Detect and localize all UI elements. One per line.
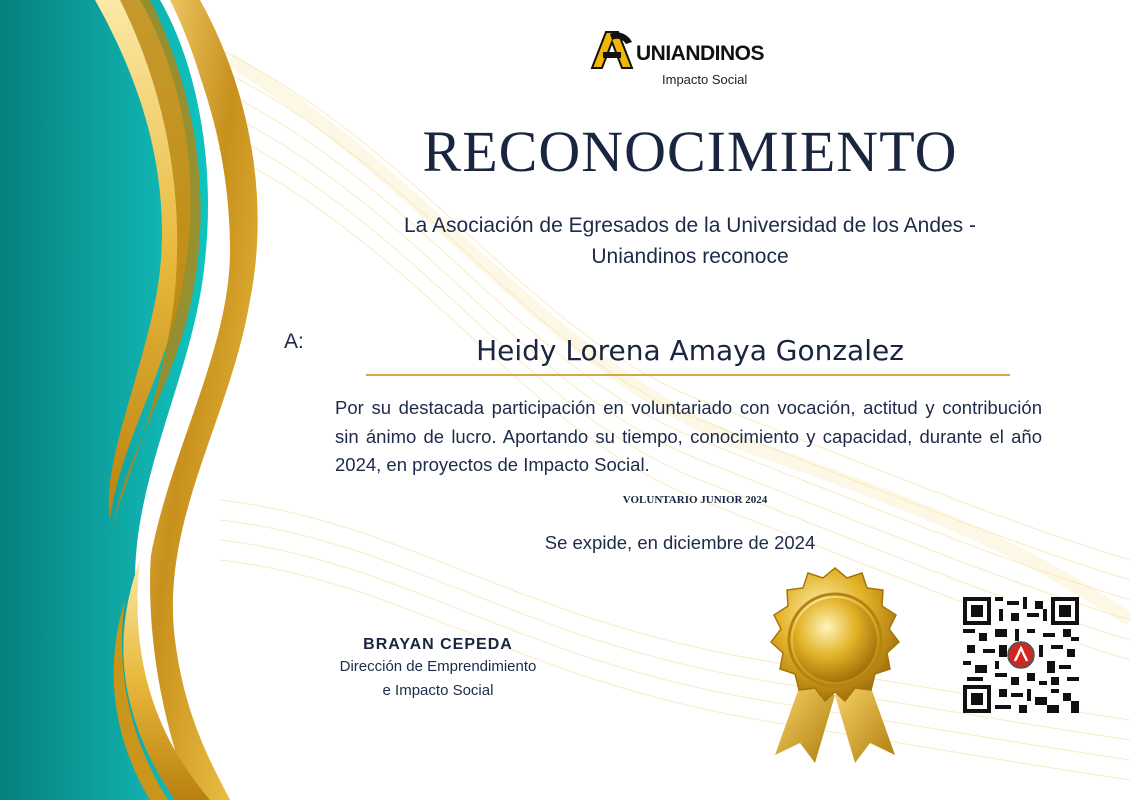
recipient-label: A:: [284, 330, 304, 353]
logo-tagline: Impacto Social: [662, 72, 748, 87]
certificate-body: Por su destacada participación en voluntariado con vocación, actitud y contribución sin ánimo de lucro. Aportando su tiempo, conocimiento y capacidad, durante el año 2024, en proyectos de Impacto Social.: [335, 397, 1042, 475]
program-label: VOLUNTARIO JUNIOR 2024: [622, 494, 768, 506]
uniandinos-emblem-icon: [588, 28, 636, 72]
certificate-subtitle: [360, 210, 1020, 272]
signer-role-line-2: e Impacto Social: [382, 682, 494, 699]
issue-date: Se expide, en diciembre de 2024: [544, 532, 816, 553]
uniandinos-logo: [588, 28, 765, 88]
recipient-underline: [366, 374, 1010, 376]
logo-brand-text: UNIANDINOS: [636, 42, 765, 65]
certificate-title: RECONOCIMIENTO: [422, 119, 958, 184]
signer-role-line-1: Dirección de Emprendimiento: [339, 658, 537, 675]
recipient-name: Heidy Lorena Amaya Gonzalez: [476, 334, 904, 367]
subtitle-line-2: Uniandinos reconoce: [591, 245, 789, 268]
qr-code-icon[interactable]: [963, 597, 1079, 713]
signer-name: BRAYAN CEPEDA: [363, 636, 513, 653]
subtitle-line-1: La Asociación de Egresados de la Universidad de los Andes -: [403, 214, 977, 237]
gold-medal-icon: [755, 565, 915, 765]
